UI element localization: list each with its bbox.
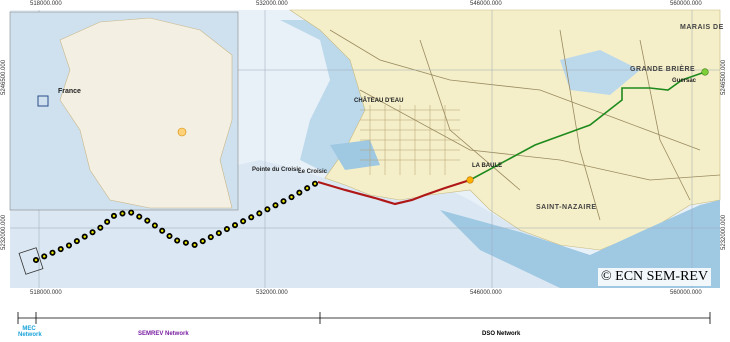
network-scale-bar xyxy=(18,312,710,324)
easting-bottom-2: 532000.000 xyxy=(256,290,288,296)
northing-right-2: 5232000.000 xyxy=(721,214,727,250)
label-le-croisic: Le Croisic xyxy=(298,169,328,175)
label-marais-de: MARAIS DE xyxy=(680,24,724,31)
label-chateau-d-eau: CHÂTEAU D'EAU xyxy=(354,98,404,104)
northing-left-2: 5232000.000 xyxy=(1,214,7,250)
france-inset-map xyxy=(10,12,238,210)
label-pointe-du-croisic: Pointe du Croisic xyxy=(252,167,302,173)
label-guersac: Guersac xyxy=(672,78,697,84)
guersac-substation xyxy=(702,69,709,76)
easting-top-2: 532000.000 xyxy=(256,1,288,7)
easting-bottom-1: 518000.000 xyxy=(30,290,62,296)
easting-top-3: 546000.000 xyxy=(470,1,502,7)
mec-network-label-line1: MEC xyxy=(22,326,36,332)
dso-network-label: DSO Network xyxy=(482,331,521,337)
northing-right-1: 5246500.000 xyxy=(721,59,727,95)
label-la-baule: LA BAULE xyxy=(472,163,503,169)
semrev-network-label: SEMREV Network xyxy=(138,331,189,337)
la-baule-substation xyxy=(467,177,474,184)
inset-city-marker xyxy=(178,128,186,136)
easting-top-4: 560000.000 xyxy=(670,1,702,7)
easting-bottom-4: 560000.000 xyxy=(670,290,702,296)
northing-left-1: 5246500.000 xyxy=(1,59,7,95)
label-france: France xyxy=(58,88,81,95)
label-grande-briere: GRANDE BRIÈRE xyxy=(630,66,696,73)
label-saint-nazaire: SAINT-NAZAIRE xyxy=(536,204,597,211)
mec-network-label-line2: Network xyxy=(18,332,42,338)
easting-bottom-3: 546000.000 xyxy=(470,290,502,296)
easting-top-1: 518000.000 xyxy=(30,1,62,7)
mec-network-label xyxy=(18,326,40,338)
copyright-notice: © ECN SEM-REV xyxy=(598,268,711,286)
